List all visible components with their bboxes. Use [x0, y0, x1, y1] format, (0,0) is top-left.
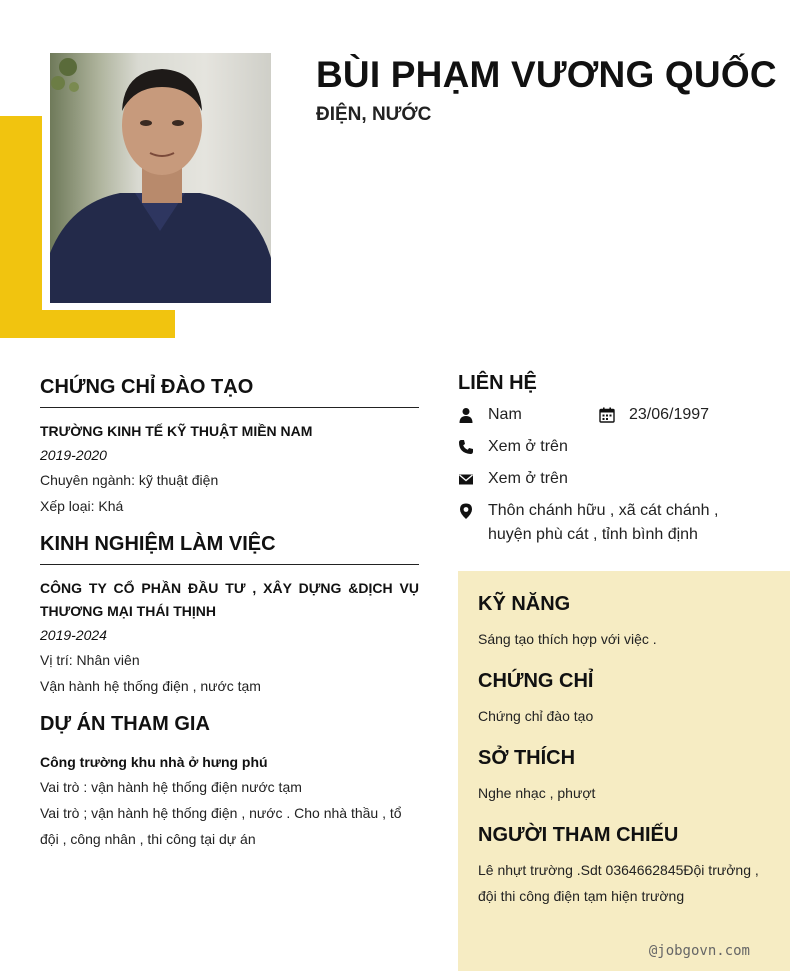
contact-title: LIÊN HỆ — [458, 372, 537, 394]
hobbies-text: Nghe nhạc , phượt — [478, 785, 596, 801]
hobbies-title: SỞ THÍCH — [478, 747, 576, 769]
person-icon — [458, 407, 474, 423]
references-title: NGƯỜI THAM CHIẾU — [478, 824, 679, 846]
calendar-icon — [599, 407, 615, 423]
education-grade: Xếp loại: Khá — [40, 498, 124, 514]
contact-dob: 23/06/1997 — [629, 406, 710, 423]
candidate-name: BÙI PHẠM VƯƠNG QUỐC — [316, 54, 777, 95]
contact-email: Xem ở trên — [488, 470, 568, 487]
projects-section — [40, 713, 419, 852]
contact-email-row — [458, 467, 758, 491]
experience-description: Vận hành hệ thống điện , nước tạm — [40, 678, 261, 694]
profile-photo — [50, 53, 271, 303]
experience-company: CÔNG TY CỔ PHẦN ĐẦU TƯ , XÂY DỰNG &DỊCH VỤ THƯƠNG MẠI THÁI THỊNH — [40, 580, 419, 619]
education-section — [40, 376, 419, 519]
contact-section — [458, 372, 758, 555]
certificates-text: Chứng chỉ đào tạo — [478, 708, 594, 724]
experience-title: KINH NGHIỆM LÀM VIỆC — [40, 533, 419, 565]
education-period: 2019-2020 — [40, 447, 107, 463]
location-pin-icon — [458, 503, 474, 519]
skills-title: KỸ NĂNG — [478, 593, 571, 615]
project-name: Công trường khu nhà ở hưng phú — [40, 754, 268, 770]
experience-position: Vị trí: Nhân viên — [40, 652, 140, 668]
education-school: TRƯỜNG KINH TẾ KỸ THUẬT MIỀN NAM — [40, 423, 313, 439]
side-panel — [458, 571, 790, 971]
references-text: Lê nhựt trường .Sdt 0364662845Đội trưởng , đội thi công điện tạm hiện trường — [478, 862, 759, 904]
project-role-1: Vai trò : vận hành hệ thống điện nước tạm — [40, 779, 302, 795]
contact-gender-row — [458, 403, 758, 427]
experience-section — [40, 533, 419, 699]
candidate-job-title: ĐIỆN, NƯỚC — [316, 104, 432, 125]
accent-block — [0, 116, 42, 338]
education-major: Chuyên ngành: kỹ thuật điện — [40, 472, 219, 488]
accent-bar — [0, 310, 175, 338]
contact-phone: Xem ở trên — [488, 438, 568, 455]
contact-address: Thôn chánh hữu , xã cát chánh , huyện phù cát , tỉnh bình định — [488, 502, 719, 543]
contact-dob-group — [599, 403, 709, 427]
experience-period: 2019-2024 — [40, 627, 107, 643]
skills-text: Sáng tạo thích hợp với việc . — [478, 631, 657, 647]
contact-phone-row — [458, 435, 758, 459]
mail-icon — [458, 471, 474, 487]
phone-icon — [458, 439, 474, 455]
certificates-title: CHỨNG CHỈ — [478, 670, 594, 692]
contact-address-row — [458, 499, 758, 547]
education-title: CHỨNG CHỈ ĐÀO TẠO — [40, 376, 419, 408]
projects-title: DỰ ÁN THAM GIA — [40, 713, 210, 735]
watermark: @jobgovn.com — [648, 943, 750, 959]
contact-gender: Nam — [488, 406, 522, 423]
project-role-2: Vai trò ; vận hành hệ thống điện , nước . Cho nhà thầu , tổ đội , công nhân , thi công tại dự án — [40, 805, 402, 847]
left-column — [40, 376, 419, 866]
